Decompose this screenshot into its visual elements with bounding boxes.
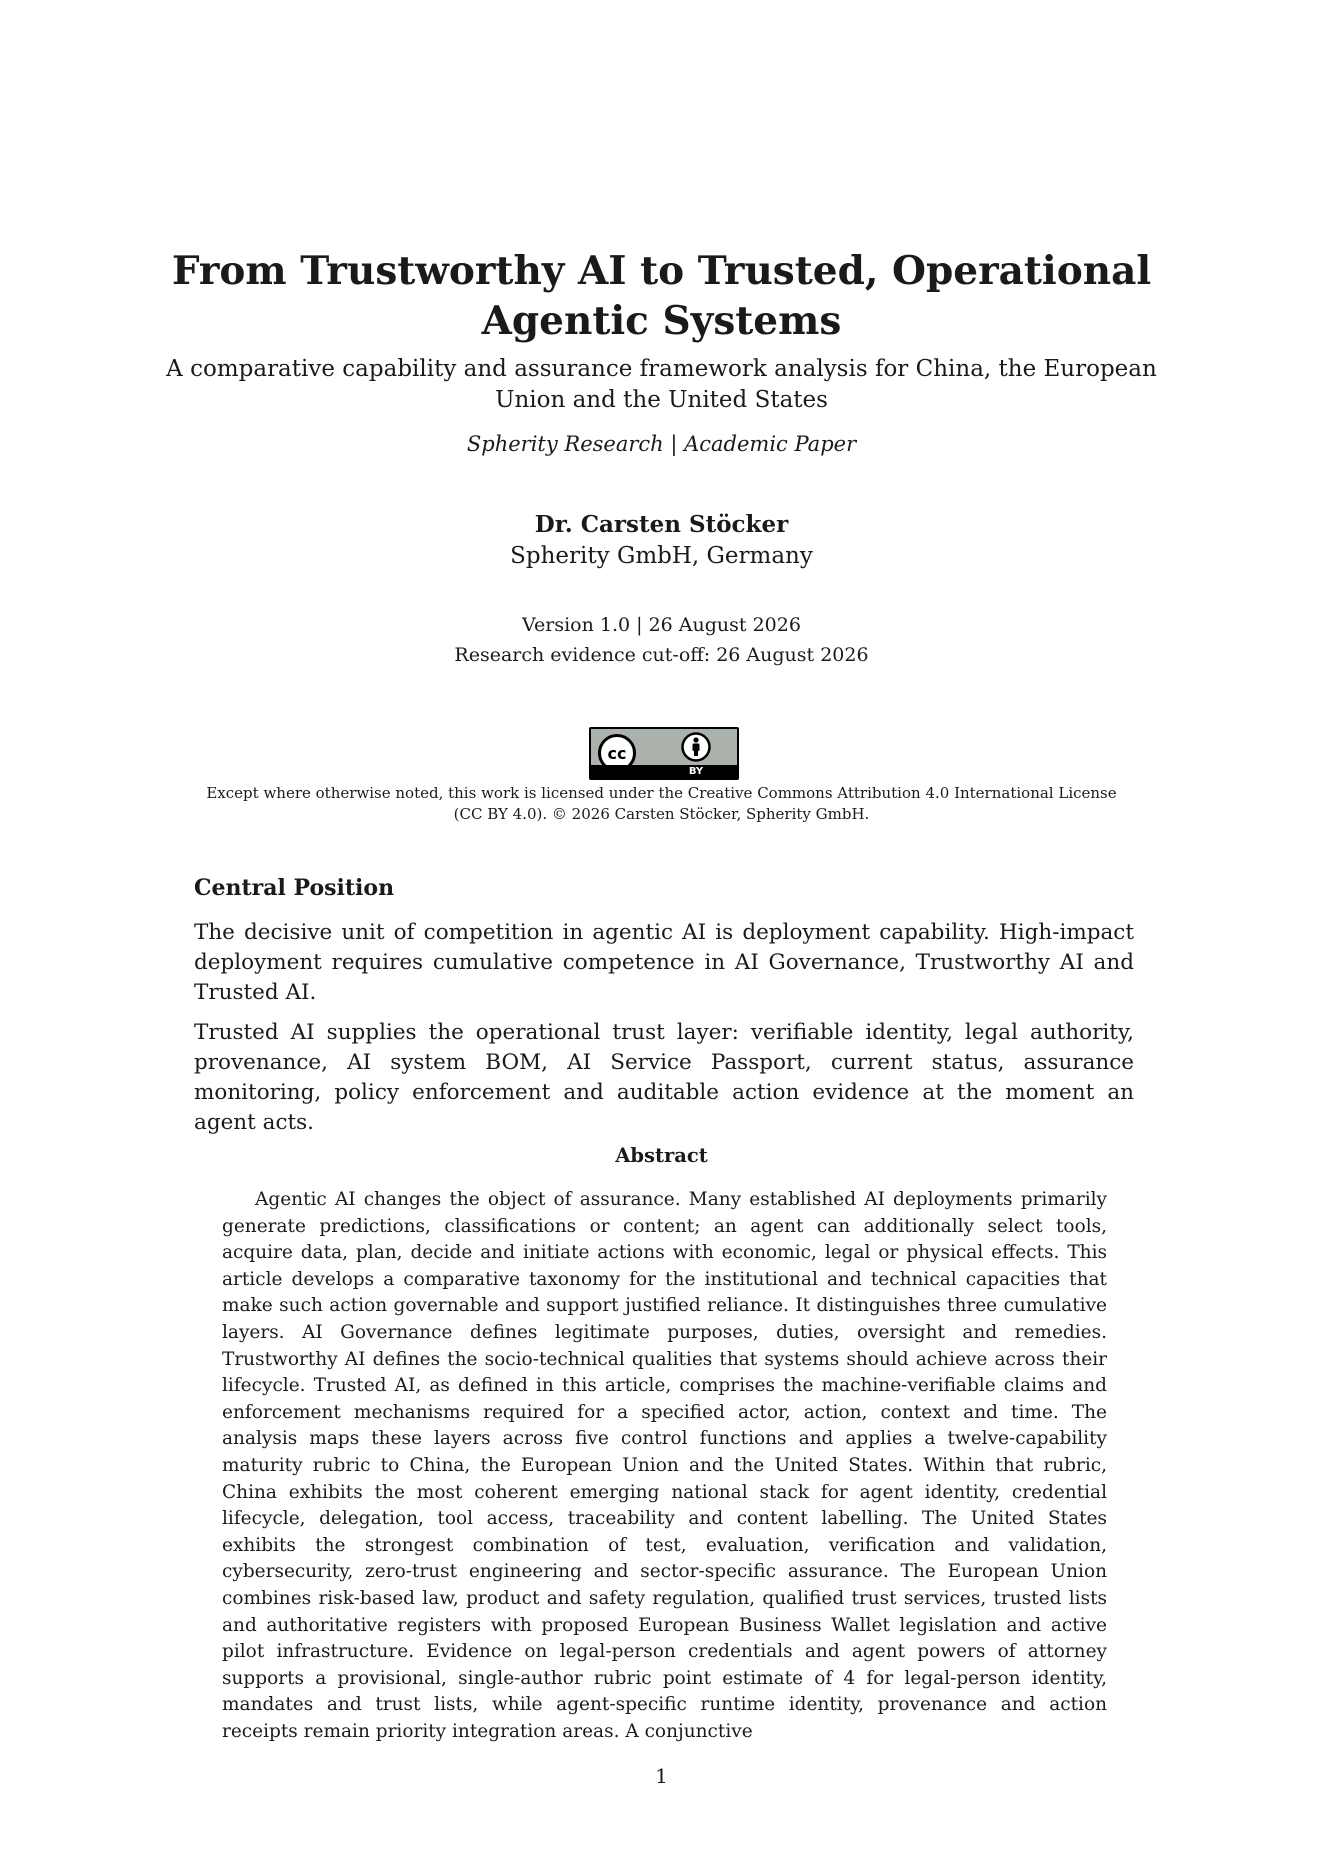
- author-affiliation: Spherity GmbH, Germany: [510, 543, 813, 569]
- central-position-paragraph: The decisive unit of competition in agentic AI is deployment capability. High-impact deployment requires cumulative competence in AI Governance, Trustworthy AI and Trusted AI.: [194, 920, 1134, 1005]
- paper-subtitle: A comparative capability and assurance framework analysis for China, the European Union and the United States: [166, 356, 1157, 413]
- paper-title: From Trustworthy AI to Trusted, Operational Agentic Systems: [171, 248, 1152, 344]
- badge-strip: [591, 765, 737, 778]
- central-position-paragraph: Trusted AI supplies the operational trust layer: verifiable identity, legal authority, provenance, AI system BOM, AI Service Passport, current status, assurance monitoring, policy enforcement and auditable action evidence at the moment an agent acts.: [194, 1020, 1134, 1135]
- page-number: 1: [655, 1764, 668, 1788]
- by-label: BY: [688, 766, 704, 777]
- attribution-person-icon: [681, 732, 711, 762]
- author-name: Dr. Carsten Stöcker: [534, 511, 789, 538]
- central-position-heading: Central Position: [194, 875, 395, 901]
- license-notice: Except where otherwise noted, this work is licensed under the Creative Commons Attribution 4.0 International License (CC BY 4.0). © 2026 Carsten Stöcker, Spherity GmbH.: [206, 784, 1117, 823]
- abstract-heading: Abstract: [615, 1144, 708, 1167]
- cc-by-license-badge: [589, 727, 739, 780]
- venue-line: Spherity Research | Academic Paper: [466, 432, 857, 456]
- abstract-body: Agentic AI changes the object of assurance. Many established AI deployments primarily generate predictions, classifications or content; an agent can additionally select tools, acquire data, plan, decide and initiate actions with economic, legal or physical effects. This article develops a comparative taxonomy for the institutional and technical capacities that make such action governable and support justified reliance. It distinguishes three cumulative layers. AI Governance defines legitimate purposes, duties, oversight and remedies. Trustworthy AI defines the socio-technical qualities that systems should achieve across their lifecycle. Trusted AI, as defined in this article, comprises the machine-verifiable claims and enforcement mechanisms required for a specified actor, action, context and time. The analysis maps these layers across five control functions and applies a twelve-capability maturity rubric to China, the European Union and the United States. Within that rubric, China exhibits the most coherent emerging national stack for agent identity, credential lifecycle, delegation, tool access, traceability and content labelling. The United States exhibits the strongest combination of test, evaluation, verification and validation, cybersecurity, zero-trust engineering and sector-specific assurance. The European Union combines risk-based law, product and safety regulation, qualified trust services, trusted lists and authoritative registers with proposed European Business Wallet legislation and active pilot infrastructure. Evidence on legal-person credentials and agent powers of attorney supports a provisional, single-author rubric point estimate of 4 for legal-person identity, mandates and trust lists, while agent-specific runtime identity, provenance and action receipts remain priority integration areas. A conjunctive: [222, 1189, 1107, 1742]
- cc-mark-text: cc: [607, 744, 627, 763]
- evidence-cutoff-line: Research evidence cut-off: 26 August 2026: [454, 644, 869, 666]
- version-line: Version 1.0 | 26 August 2026: [522, 614, 801, 636]
